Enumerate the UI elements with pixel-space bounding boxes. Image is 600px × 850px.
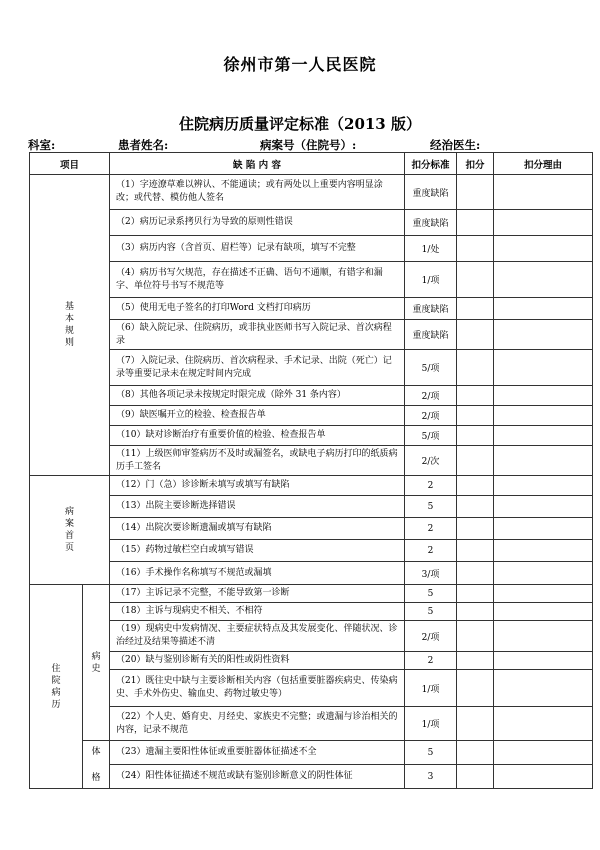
deduction-standard: 3 <box>405 765 457 789</box>
table-row <box>30 262 593 298</box>
defect-text: （18）主诉与现病史不相关、不相符 <box>110 603 405 621</box>
table-row <box>30 210 593 236</box>
table-row <box>30 707 593 741</box>
reason-cell[interactable] <box>494 210 593 236</box>
reason-cell[interactable] <box>494 621 593 652</box>
deduction-standard: 5 <box>405 603 457 621</box>
header-reason: 扣分理由 <box>494 153 593 175</box>
defect-text: （5）使用无电子签名的打印Word 文档打印病历 <box>110 298 405 320</box>
defect-text: （2）病历记录系拷贝行为导致的原则性错误 <box>110 210 405 236</box>
deduction-cell[interactable] <box>457 765 494 789</box>
patient-name-label: 患者姓名: <box>118 138 169 152</box>
defect-text: （16）手术操作名称填写不规范或漏填 <box>110 562 405 585</box>
deduction-cell[interactable] <box>457 562 494 585</box>
attending-doctor-label: 经治医生: <box>430 138 481 152</box>
defect-text: （3）病历内容（含首页、眉栏等）记录有缺项，填写不完整 <box>110 236 405 262</box>
deduction-cell[interactable] <box>457 741 494 765</box>
deduction-standard: 2/项 <box>405 386 457 406</box>
reason-cell[interactable] <box>494 298 593 320</box>
defect-text: （20）缺与鉴别诊断有关的阳性或阴性资料 <box>110 652 405 670</box>
deduction-standard: 重度缺陷 <box>405 320 457 350</box>
reason-cell[interactable] <box>494 476 593 496</box>
deduction-cell[interactable] <box>457 585 494 603</box>
deduction-standard: 1/项 <box>405 707 457 741</box>
deduction-standard: 1/项 <box>405 670 457 707</box>
reason-cell[interactable] <box>494 175 593 210</box>
deduction-standard: 2 <box>405 652 457 670</box>
deduction-standard: 2 <box>405 476 457 496</box>
header-deduction: 扣分 <box>457 153 494 175</box>
section-front-page: 病 案 首 页 <box>30 476 110 585</box>
hospital-name: 徐州市第一人民医院 <box>223 55 377 74</box>
table-row <box>30 741 593 765</box>
reason-cell[interactable] <box>494 603 593 621</box>
table-row <box>30 298 593 320</box>
table-header-row <box>30 153 593 175</box>
section-basic-rules: 基 本 规 则 <box>30 175 110 476</box>
deduction-cell[interactable] <box>457 236 494 262</box>
defect-text: （14）出院次要诊断遗漏或填写有缺陷 <box>110 518 405 540</box>
reason-cell[interactable] <box>494 652 593 670</box>
deduction-cell[interactable] <box>457 350 494 386</box>
deduction-standard: 5/项 <box>405 350 457 386</box>
deduction-cell[interactable] <box>457 406 494 426</box>
defect-text: （23）遗漏主要阳性体征或重要脏器体征描述不全 <box>110 741 405 765</box>
reason-cell[interactable] <box>494 670 593 707</box>
table-row <box>30 562 593 585</box>
defect-text: （6）缺入院记录、住院病历，或非执业医师书写入院记录、首次病程录 <box>110 320 405 350</box>
deduction-cell[interactable] <box>457 476 494 496</box>
defect-text: （22）个人史、婚育史、月经史、家族史不完整；或遗漏与诊治相关的内容，记录不规范 <box>110 707 405 741</box>
deduction-standard: 5/项 <box>405 426 457 446</box>
deduction-standard: 重度缺陷 <box>405 210 457 236</box>
deduction-standard: 5 <box>405 741 457 765</box>
defect-text: （7）入院记录、住院病历、首次病程录、手术记录、出院（死亡）记录等重要记录未在规定时间内完成 <box>110 350 405 386</box>
subsection-physical-exam: 体 格 <box>83 741 110 789</box>
table-row <box>30 603 593 621</box>
reason-cell[interactable] <box>494 406 593 426</box>
reason-cell[interactable] <box>494 446 593 476</box>
table-row <box>30 765 593 789</box>
section-admission-record: 住 院 病 历 <box>30 585 83 789</box>
defect-text: （15）药物过敏栏空白或填写错误 <box>110 540 405 562</box>
deduction-cell[interactable] <box>457 426 494 446</box>
table-row <box>30 175 593 210</box>
deduction-cell[interactable] <box>457 496 494 518</box>
table-row <box>30 476 593 496</box>
deduction-standard: 2 <box>405 540 457 562</box>
deduction-standard: 2 <box>405 518 457 540</box>
table-row <box>30 320 593 350</box>
header-standard: 扣分标准 <box>405 153 457 175</box>
deduction-standard: 5 <box>405 496 457 518</box>
table-row <box>30 652 593 670</box>
deduction-standard: 1/处 <box>405 236 457 262</box>
deduction-standard: 2/项 <box>405 406 457 426</box>
reason-cell[interactable] <box>494 262 593 298</box>
deduction-standard: 重度缺陷 <box>405 298 457 320</box>
defect-text: （21）既往史中缺与主要诊断相关内容（包括重要脏器疾病史、传染病史、手术外伤史、输血史、药物过敏史等） <box>110 670 405 707</box>
deduction-cell[interactable] <box>457 707 494 741</box>
table-row <box>30 350 593 386</box>
table-row <box>30 406 593 426</box>
defect-text: （24）阳性体征描述不规范或缺有鉴别诊断意义的阴性体征 <box>110 765 405 789</box>
defect-text: （10）缺对诊断治疗有重要价值的检验、检查报告单 <box>110 426 405 446</box>
table-row <box>30 670 593 707</box>
reason-cell[interactable] <box>494 765 593 789</box>
reason-cell[interactable] <box>494 236 593 262</box>
deduction-standard: 重度缺陷 <box>405 175 457 210</box>
table-row <box>30 540 593 562</box>
deduction-standard: 1/项 <box>405 262 457 298</box>
reason-cell[interactable] <box>494 350 593 386</box>
defect-text: （1）字迹潦草难以辨认、不能通读；或有两处以上重要内容明显涂改；或代替、模仿他人签名 <box>110 175 405 210</box>
table-row <box>30 496 593 518</box>
reason-cell[interactable] <box>494 562 593 585</box>
deduction-cell[interactable] <box>457 603 494 621</box>
deduction-cell[interactable] <box>457 175 494 210</box>
defect-text: （13）出院主要诊断选择错误 <box>110 496 405 518</box>
table-row <box>30 386 593 406</box>
deduction-cell[interactable] <box>457 320 494 350</box>
deduction-cell[interactable] <box>457 518 494 540</box>
deduction-cell[interactable] <box>457 621 494 652</box>
table-row <box>30 446 593 476</box>
deduction-standard: 2/次 <box>405 446 457 476</box>
deduction-cell[interactable] <box>457 670 494 707</box>
table-row <box>30 621 593 652</box>
defect-text: （9）缺医嘱开立的检验、检查报告单 <box>110 406 405 426</box>
defect-text: （19）现病史中发病情况、主要症状特点及其发展变化、伴随状况、诊治经过及结果等描述不清 <box>110 621 405 652</box>
defect-text: （12）门（急）诊诊断未填写或填写有缺陷 <box>110 476 405 496</box>
table-row <box>30 426 593 446</box>
deduction-standard: 5 <box>405 585 457 603</box>
deduction-cell[interactable] <box>457 210 494 236</box>
deduction-cell[interactable] <box>457 386 494 406</box>
defect-text: （4）病历书写欠规范，存在描述不正确、语句不通顺，有错字和漏字、单位符号书写不规范等 <box>110 262 405 298</box>
defect-text: （17）主诉记录不完整，不能导致第一诊断 <box>110 585 405 603</box>
table-row <box>30 585 593 603</box>
quality-standard-table <box>29 152 593 789</box>
reason-cell[interactable] <box>494 585 593 603</box>
deduction-standard: 3/项 <box>405 562 457 585</box>
header-defect: 缺 陷 内 容 <box>110 153 405 175</box>
table-row <box>30 236 593 262</box>
record-number-label: 病案号（住院号）: <box>260 138 357 152</box>
document-title: 住院病历质量评定标准（2013 版） <box>179 115 421 133</box>
deduction-cell[interactable] <box>457 652 494 670</box>
deduction-cell[interactable] <box>457 540 494 562</box>
reason-cell[interactable] <box>494 426 593 446</box>
reason-cell[interactable] <box>494 741 593 765</box>
deduction-cell[interactable] <box>457 298 494 320</box>
reason-cell[interactable] <box>494 707 593 741</box>
department-label: 科室: <box>28 138 56 152</box>
subsection-medical-history: 病 史 <box>83 585 110 741</box>
deduction-cell[interactable] <box>457 262 494 298</box>
header-item: 项目 <box>30 153 110 175</box>
reason-cell[interactable] <box>494 518 593 540</box>
defect-text: （8）其他各项记录未按规定时限完成（除外 31 条内容） <box>110 386 405 406</box>
deduction-cell[interactable] <box>457 446 494 476</box>
deduction-standard: 2/项 <box>405 621 457 652</box>
reason-cell[interactable] <box>494 386 593 406</box>
defect-text: （11）上级医师审签病历不及时或漏签名，或缺电子病历打印的纸质病历手工签名 <box>110 446 405 476</box>
patient-info-bar <box>28 137 588 153</box>
table-row <box>30 518 593 540</box>
reason-cell[interactable] <box>494 496 593 518</box>
reason-cell[interactable] <box>494 540 593 562</box>
reason-cell[interactable] <box>494 320 593 350</box>
